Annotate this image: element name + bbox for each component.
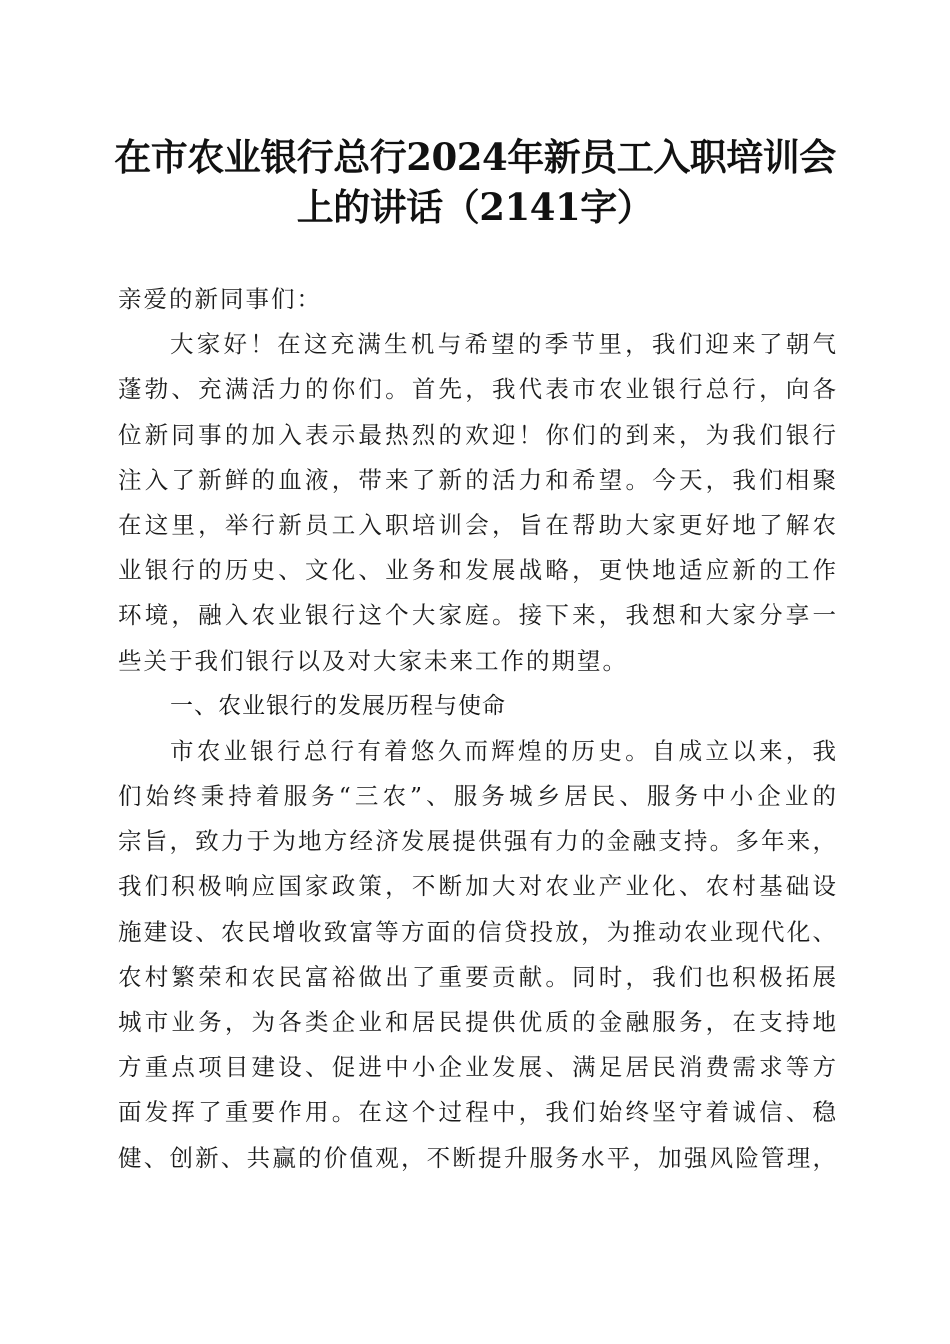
- paragraph-line: 们始终秉持着服务“三农”、服务城乡居民、服务中小企业的: [118, 782, 838, 811]
- paragraph-line: 健、创新、共赢的价值观，不断提升服务水平，加强风险管理，: [118, 1143, 838, 1172]
- intro-paragraph: [118, 322, 838, 684]
- paragraph-line: 方重点项目建设、促进中小企业发展、满足居民消费需求等方: [118, 1053, 838, 1082]
- paragraph-line: 业银行的历史、文化、业务和发展战略，更快地适应新的工作: [118, 556, 838, 585]
- salutation: 亲爱的新同事们：: [118, 285, 322, 313]
- paragraph-line: 面发挥了重要作用。在这个过程中，我们始终坚守着诚信、稳: [118, 1098, 838, 1127]
- paragraph-line: 些关于我们银行以及对大家未来工作的期望。: [118, 646, 628, 675]
- paragraph-line: 城市业务，为各类企业和居民提供优质的金融服务，在支持地: [118, 1008, 838, 1036]
- paragraph-line: 蓬勃、充满活力的你们。首先，我代表市农业银行总行，向各: [118, 375, 838, 404]
- title-line-2: 上的讲话（2141字）: [296, 185, 654, 229]
- document-title: [100, 132, 850, 232]
- paragraph-line: 市农业银行总行有着悠久而辉煌的历史。自成立以来，我: [170, 736, 838, 765]
- paragraph-line: 大家好！在这充满生机与希望的季节里，我们迎来了朝气: [170, 330, 838, 359]
- title-line-1: 在市农业银行总行2024年新员工入职培训会: [114, 135, 836, 179]
- paragraph-line: 农村繁荣和农民富裕做出了重要贡献。同时，我们也积极拓展: [118, 962, 838, 991]
- paragraph-line: 位新同事的加入表示最热烈的欢迎！你们的到来，为我们银行: [118, 420, 838, 449]
- paragraph-line: 宗旨，致力于为地方经济发展提供强有力的金融支持。多年来，: [118, 827, 838, 856]
- section-paragraph: [118, 729, 838, 1181]
- paragraph-line: 我们积极响应国家政策，不断加大对农业产业化、农村基础设: [118, 872, 838, 901]
- paragraph-line: 注入了新鲜的血液，带来了新的活力和希望。今天，我们相聚: [118, 465, 838, 494]
- paragraph-line: 在这里，举行新员工入职培训会，旨在帮助大家更好地了解农: [118, 510, 838, 539]
- section-heading: 一、农业银行的发展历程与使命: [170, 692, 506, 719]
- paragraph-line: 环境，融入农业银行这个大家庭。接下来，我想和大家分享一: [118, 601, 838, 630]
- paragraph-line: 施建设、农民增收致富等方面的信贷投放，为推动农业现代化、: [118, 917, 838, 946]
- document-body: [118, 277, 838, 1181]
